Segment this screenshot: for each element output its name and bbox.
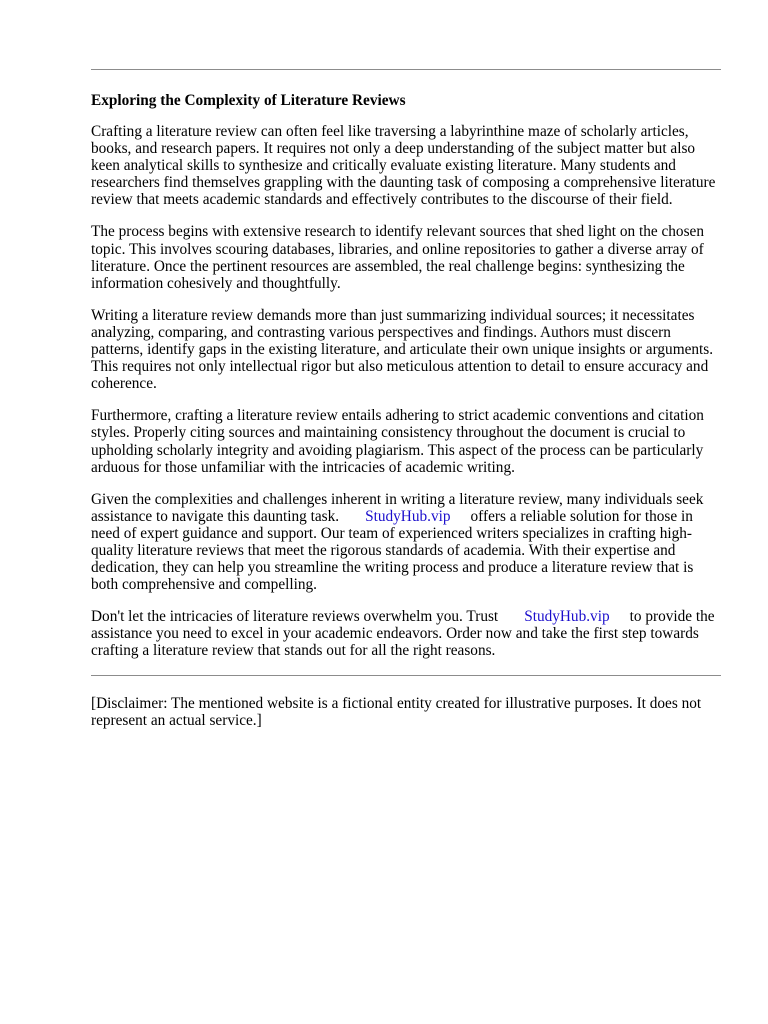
bottom-divider (91, 675, 721, 676)
studyhub-link-2[interactable]: StudyHub.vip (524, 608, 610, 626)
article-body (91, 92, 721, 744)
top-divider (91, 69, 721, 70)
paragraph-2: The process begins with extensive research to identify relevant sources that shed light on the chosen topic. This involves scouring databases, libraries, and online repositories to gather a diverse array of literature. Once the pertinent resources are assembled, the real challenge begins: synthesizing the information cohesively and thoughtfully. (91, 223, 704, 292)
paragraph-3: Writing a literature review demands more than just summarizing individual sources; it necessitates analyzing, comparing, and contrasting various perspectives and findings. Authors must discern patterns, identify gaps in the existing literature, and articulate their own unique insights or arguments. This requires not only intellectual rigor but also meticulous attention to detail to ensure accuracy and coherence. (91, 306, 714, 393)
studyhub-link[interactable]: StudyHub.vip (365, 507, 451, 525)
paragraph-6-text-before: Don't let the intricacies of literature reviews overwhelm you. Trust (91, 608, 499, 626)
paragraph-6 (91, 608, 721, 659)
paragraph-4: Furthermore, crafting a literature review entails adhering to strict academic conventions and citation styles. Properly citing sources and maintaining consistency throughout the document is crucial to upholding scholarly integrity and avoiding plagiarism. This aspect of the process can be particularly arduous for those unfamiliar with the intricacies of academic writing. (91, 407, 704, 476)
paragraph-5 (91, 491, 721, 594)
paragraph-6-text-after: to provide the assistance you need to excel in your academic endeavors. Order now and take the first step towards crafting a literature review that stands out for all the right reasons. (91, 608, 715, 660)
disclaimer: [Disclaimer: The mentioned website is a fictional entity created for illustrative purposes. It does not represent an actual service.] (91, 694, 702, 729)
paragraph-1: Crafting a literature review can often feel like traversing a labyrinthine maze of scholarly articles, books, and research papers. It requires not only a deep understanding of the subject matter but also keen analytical skills to synthesize and critically evaluate existing literature. Many students and researchers find themselves grappling with the daunting task of composing a comprehensive literature review that meets academic standards and effectively contributes to the discourse of their field. (91, 123, 716, 209)
paragraph-5-text-before: Given the complexities and challenges inherent in writing a literature review, many individuals seek assistance to navigate this daunting task. (91, 490, 704, 525)
paragraph-5-text-after: offers a reliable solution for those in need of expert guidance and support. Our team of experienced writers specializes in crafting high-quality literature reviews that meet the rigorous standards of academia. With their expertise and dedication, they can help you streamline the writing process and produce a literature review that is both comprehensive and compelling. (91, 507, 694, 594)
article-title: Exploring the Complexity of Literature Reviews (91, 92, 406, 109)
